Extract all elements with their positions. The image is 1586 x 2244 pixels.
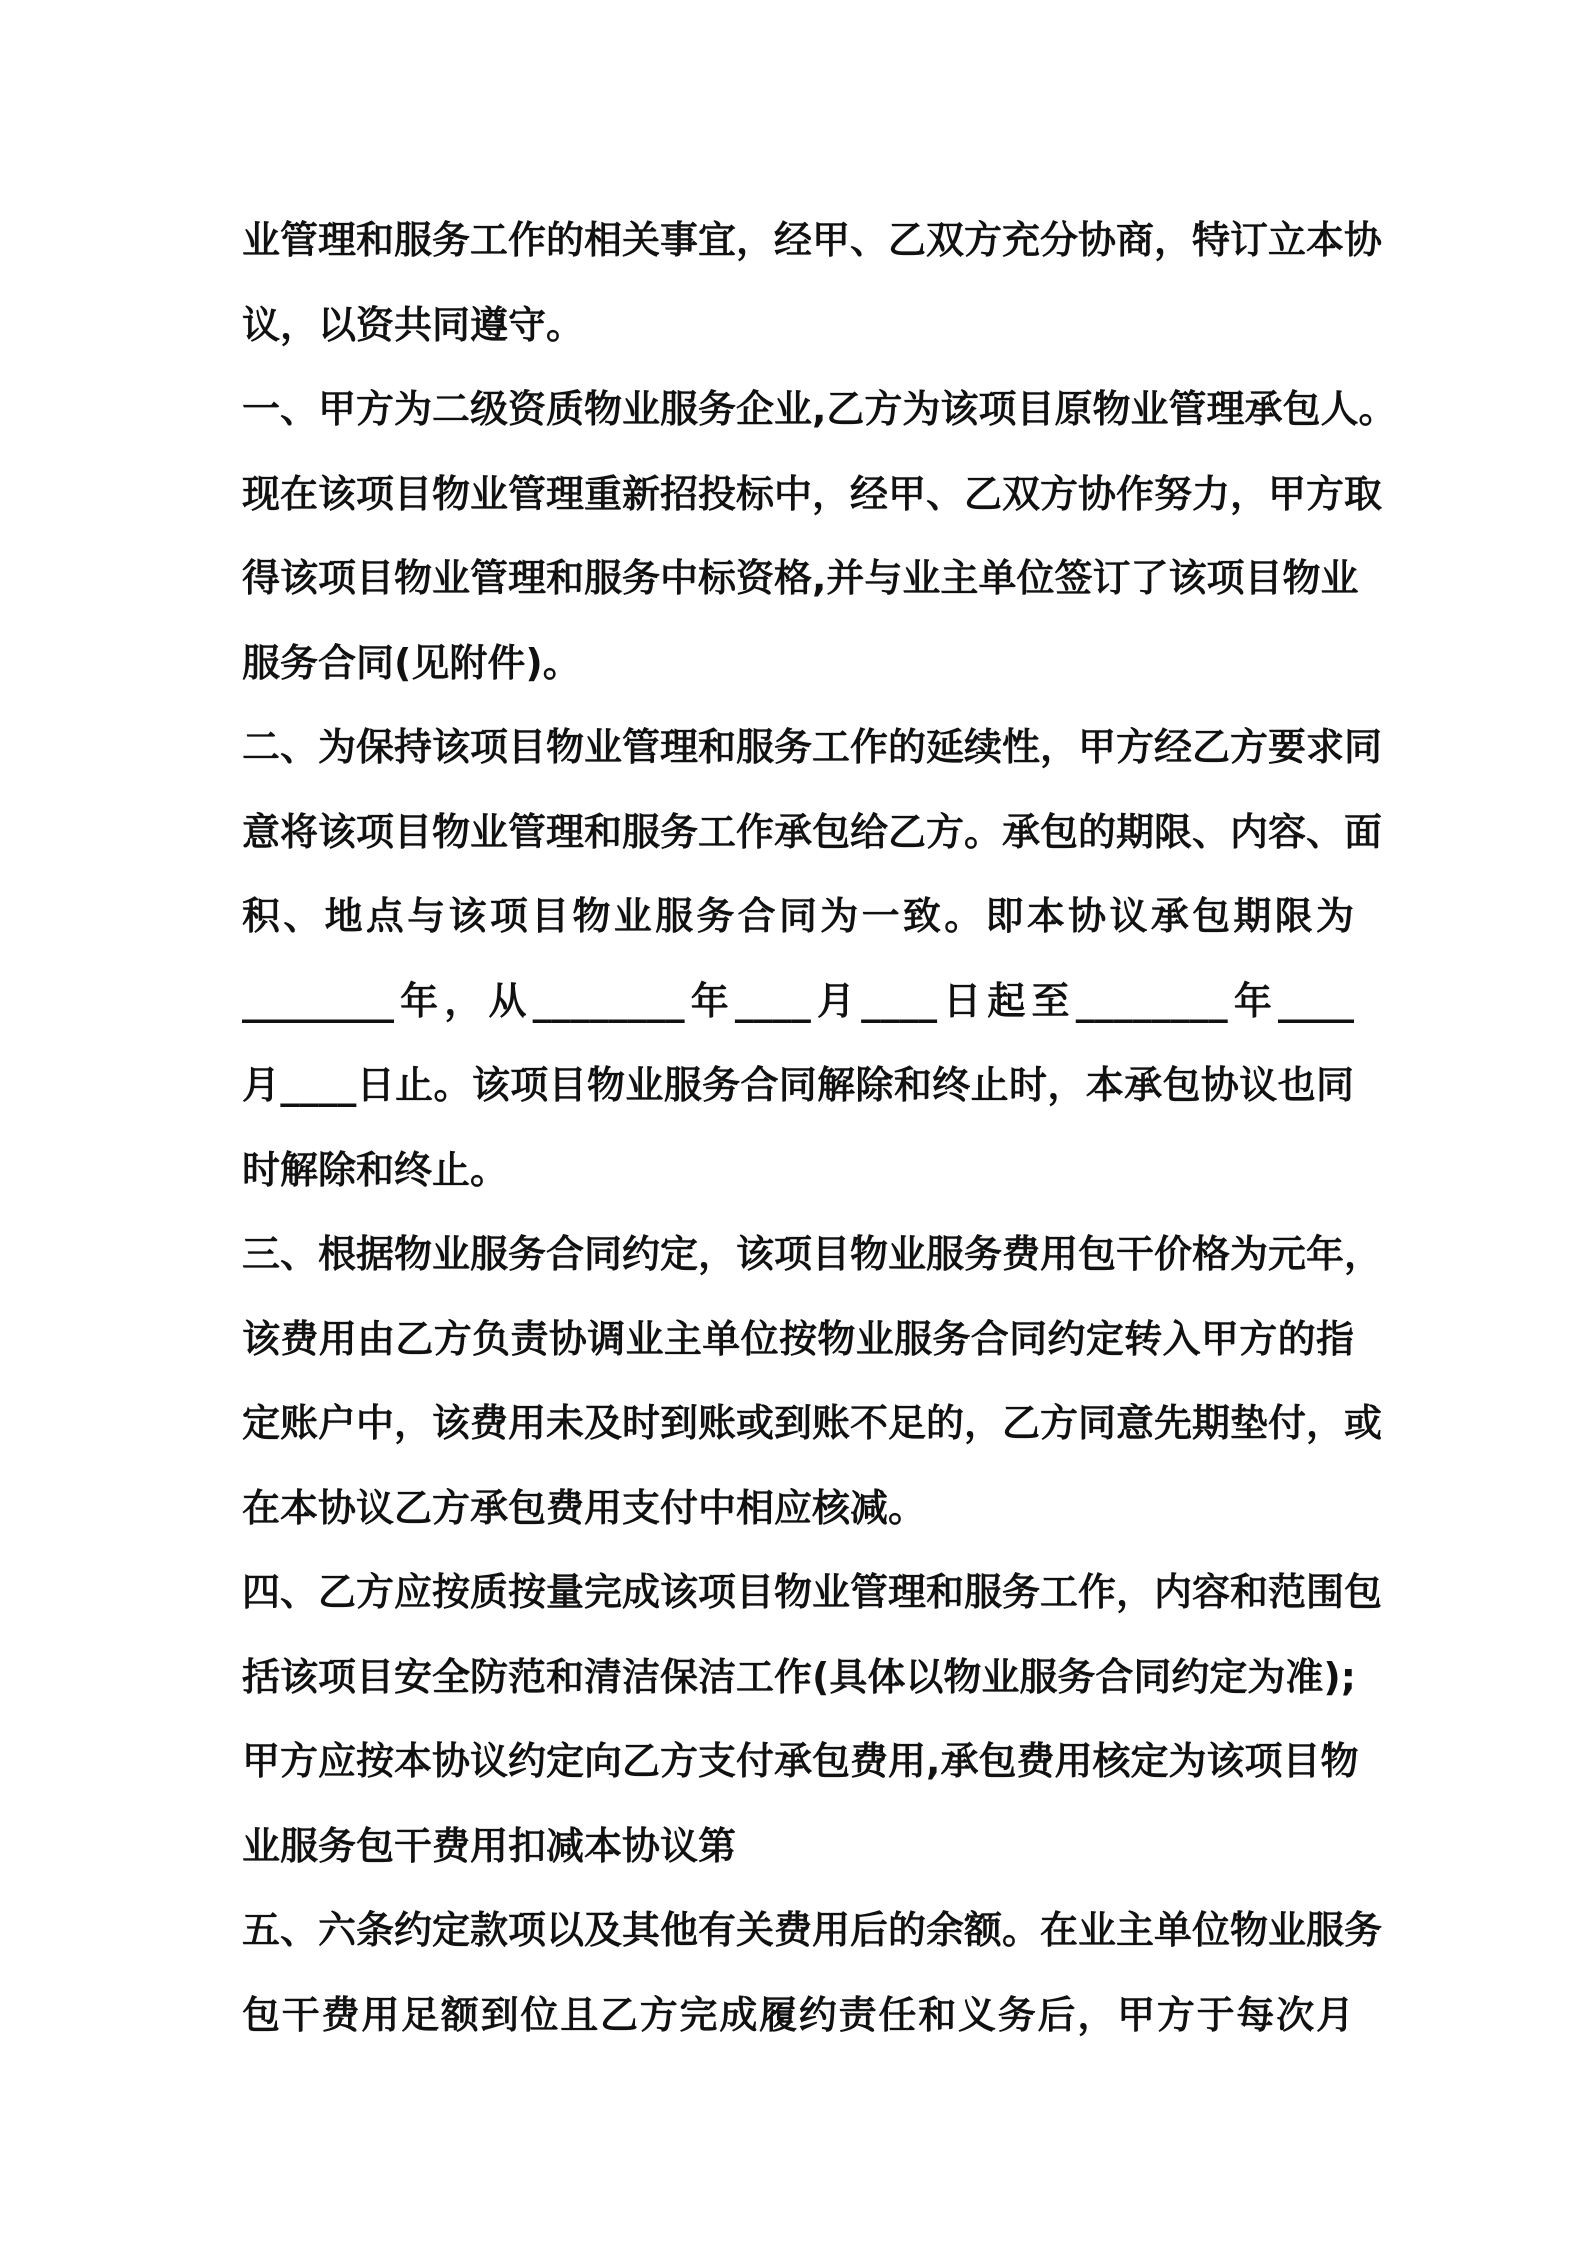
text-line: 意将该项目物业管理和服务工作承包给乙方。承包的期限、内容、面: [242, 809, 1383, 854]
text-line: 括该项目安全防范和清洁保洁工作(具体以物业服务合同约定为准);: [242, 1654, 1356, 1699]
text-line: 在本协议乙方承包费用支付中相应核减。: [242, 1485, 927, 1530]
text-line: 服务合同(见附件)。: [242, 640, 581, 685]
text-line: 议，以资共同遵守。: [242, 302, 585, 347]
text-line: 业服务包干费用扣减本协议第: [242, 1823, 737, 1868]
text-line: 月____日止。该项目物业服务合同解除和终止时，本承包协议也同: [242, 1063, 1354, 1107]
text-line: 积、地点与该项目物业服务合同为一致。即本协议承包期限为: [242, 894, 1354, 938]
text-line: 五、六条约定款项以及其他有关费用后的余额。在业主单位物业服务: [242, 1908, 1383, 1952]
text-line: 包干费用足额到位且乙方完成履约责任和义务后，甲方于每次月: [242, 1992, 1354, 2037]
text-line: 三、根据物业服务合同约定，该项目物业服务费用包干价格为元年，: [242, 1232, 1383, 1276]
text-line: 现在该项目物业管理重新招投标中，经甲、乙双方协作努力，甲方取: [242, 471, 1383, 516]
text-line: 四、乙方应按质按量完成该项目物业管理和服务工作，内容和范围包: [242, 1570, 1383, 1614]
text-line: 甲方应按本协议约定向乙方支付承包费用,承包费用核定为该项目物: [242, 1739, 1359, 1783]
text-line: 该费用由乙方负责协调业主单位按物业服务合同约定转入甲方的指: [242, 1316, 1354, 1361]
text-line: 二、为保持该项目物业管理和服务工作的延续性，甲方经乙方要求同: [242, 725, 1383, 769]
text-line: 定账户中，该费用未及时到账或到账不足的，乙方同意先期垫付，或: [242, 1401, 1383, 1445]
text-line: 得该项目物业管理和服务中标资格,并与业主单位签订了该项目物业: [242, 556, 1359, 600]
text-line: ________年，从________年____月____日起至________年____: [242, 978, 1354, 1023]
text-line: 时解除和终止。: [242, 1147, 509, 1192]
text-line: 业管理和服务工作的相关事宜，经甲、乙双方充分协商，特订立本协: [242, 218, 1383, 262]
text-line: 一、甲方为二级资质物业服务企业,乙方为该项目原物业管理承包人。: [242, 387, 1397, 431]
agreement-body-text: [242, 198, 1397, 2057]
